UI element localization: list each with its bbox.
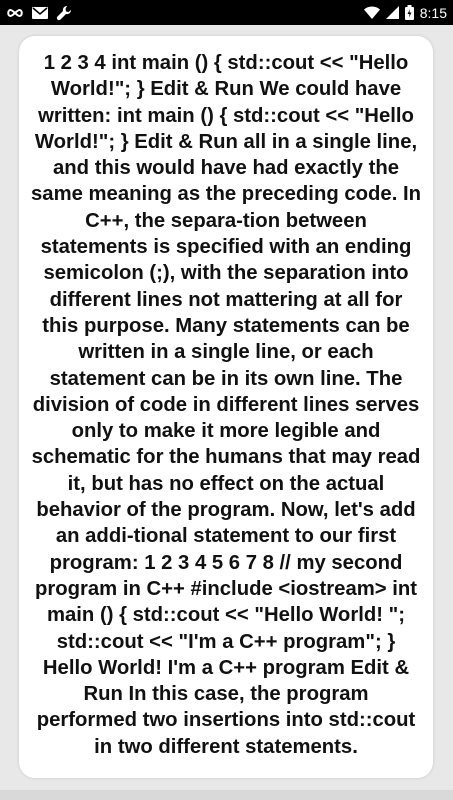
battery-icon	[405, 5, 414, 20]
status-left-icons	[6, 5, 72, 21]
signal-icon	[386, 6, 399, 19]
article-text: 1 2 3 4 int main () { std::cout << "Hello World!"; } Edit & Run We could have written: int main () { std::cout << "Hello World!"; } Edit & Run all in a single line, and this would have had exactly the same meaning as the preceding code. In C++, the separa-tion between statements is specified with an ending semicolon (;), with the separation into different lines not mattering at all for this purpose. Many statements can be written in a single line, or each statement can be in its own line. The division of code in different lines serves only to make it more legible and schematic for the humans that may read it, but has no effect on the actual behavior of the program. Now, let's add an addi-tional statement to our first program: 1 2 3 4 5 6 7 8 // my second program in C++ #include <iostream> int main () { std::cout << "Hello World! "; std::cout << "I'm a C++ program"; } Hello World! I'm a C++ program Edit & Run In this case, the program performed two insertions into std::cout in two different statements.	[31, 52, 421, 758]
status-time: 8:15	[419, 4, 447, 21]
card-bottom-fade	[19, 760, 433, 778]
bottom-bar	[0, 790, 453, 800]
wrench-icon	[56, 5, 72, 21]
status-bar	[0, 0, 453, 25]
infinity-icon	[6, 8, 24, 18]
status-right-icons	[364, 5, 447, 21]
content-card[interactable]	[19, 36, 433, 778]
mail-icon	[32, 7, 48, 19]
wifi-icon	[364, 6, 380, 19]
